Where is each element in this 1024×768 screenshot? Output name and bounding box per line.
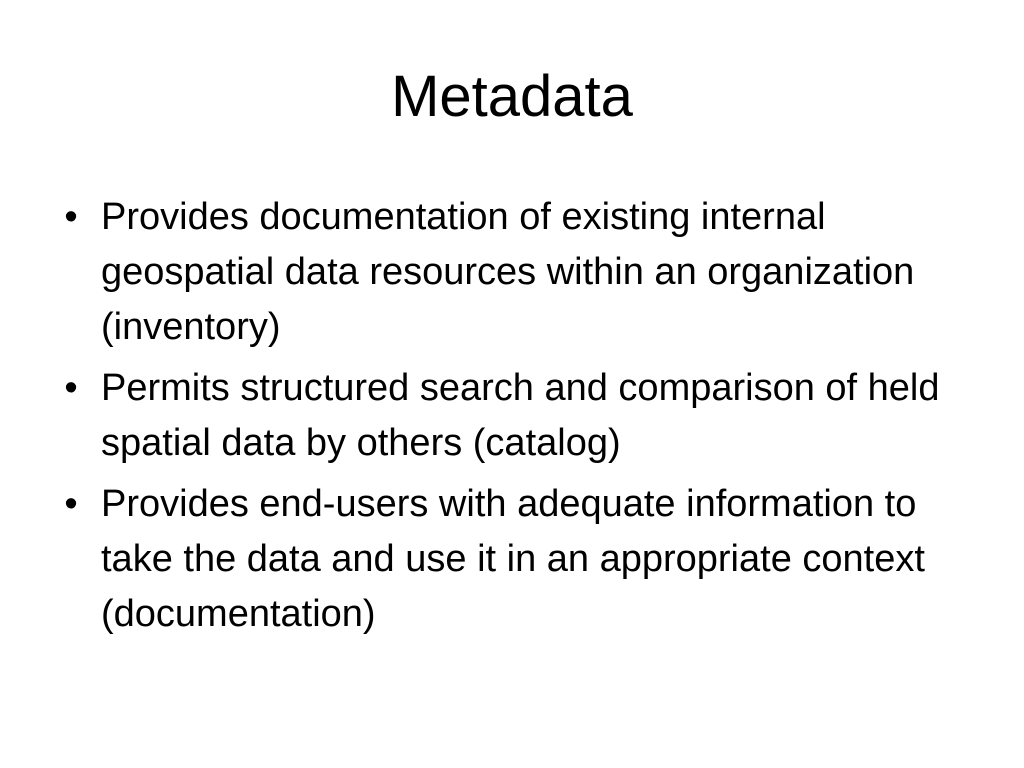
- bullet-text: Provides end-users with adequate information to take the data and use it in an appropriate context (documentation): [101, 483, 925, 635]
- bullet-list: [56, 190, 976, 648]
- bullet-icon: •: [64, 483, 78, 525]
- bullet-icon: •: [64, 196, 78, 238]
- bullet-text: Permits structured search and comparison of held spatial data by others (catalog): [101, 367, 940, 464]
- bullet-item: [56, 190, 976, 355]
- bullet-item: [56, 477, 976, 642]
- slide-title: Metadata: [391, 64, 633, 129]
- bullet-icon: •: [64, 367, 78, 409]
- bullet-text: Provides documentation of existing internal geospatial data resources within an organization (inventory): [101, 196, 915, 348]
- bullet-item: [56, 361, 976, 471]
